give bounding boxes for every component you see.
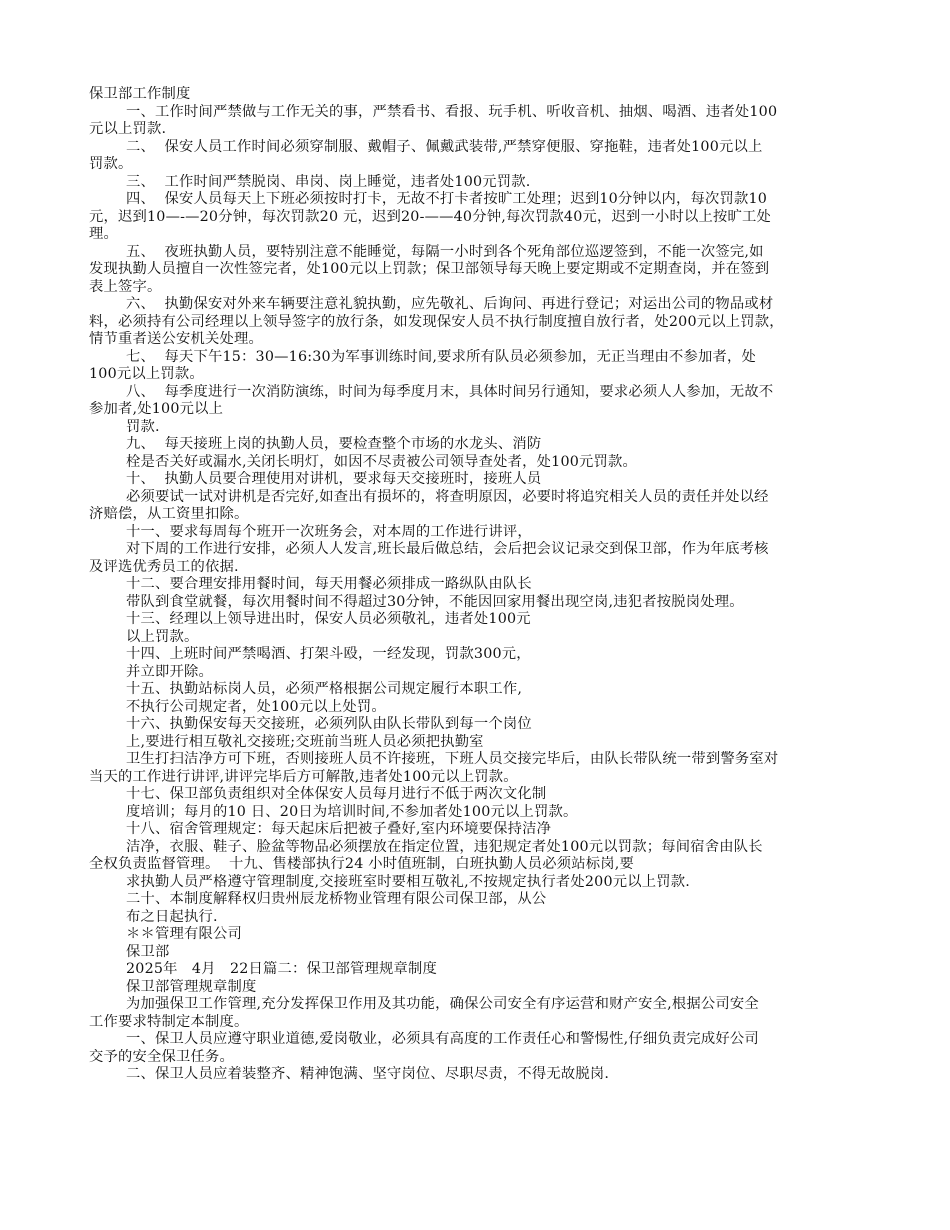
text-line: 表上签字。: [89, 278, 162, 295]
text-line: 十、 执勤人员要合理使用对讲机，要求每天交接班时，接班人员: [126, 471, 542, 487]
text-line: 为加强保卫工作管理,充分发挥保卫作用及其功能，确保公司安全有序运营和财产安全,根据公司安全: [126, 996, 759, 1012]
text-line: 理。: [89, 226, 118, 242]
text-line: 济赔偿，从工资里扣除。: [89, 506, 249, 522]
text-line: 卫生打扫洁净方可下班，否则接班人员不许接班，下班人员交接完毕后，由队长带队统一带到警务室对: [126, 751, 779, 767]
text-line: 求执勤人员严格遵守管理制度,交接班室时要相互敬礼,不按规定执行者处200元以上罚款.: [126, 873, 691, 890]
text-line: 度培训；每月的10 日、20日为培训时间,不参加者处100元以上罚款。: [126, 803, 578, 820]
text-line: 十五、执勤站标岗人员，必须严格根据公司规定履行本职工作,: [126, 681, 523, 697]
text-line: 带队到食堂就餐，每次用餐时间不得超过30分钟，不能因回家用餐出现空岗,违犯者按脱岗处理。: [126, 593, 744, 610]
text-line: 十四、上班时间严禁喝酒、打架斗殴，一经发现，罚款300元，: [126, 646, 531, 662]
text-line: 罚款.: [126, 418, 160, 435]
text-line: 十八、宿舍管理规定：每天起床后把被子叠好,室内环境要保持洁净: [126, 821, 552, 837]
text-line: 及评选优秀员工的依据.: [89, 558, 239, 575]
text-line: 上,要进行相互敬礼交接班;交班前当班人员必须把执勤室: [126, 733, 484, 750]
text-line: 一、保卫人员应遵守职业道德,爱岗敬业，必须具有高度的工作责任心和警惕性,仔细负责完成好公司: [126, 1031, 759, 1047]
text-line: 保卫部工作制度: [89, 86, 191, 102]
text-line: ＊＊管理有限公司: [126, 926, 242, 942]
text-line: 不执行公司规定者，处100元以上处罚。: [126, 698, 386, 715]
text-line: 参加者,处100元以上: [89, 401, 224, 417]
text-line: 洁净，衣服、鞋子、脸盆等物品必须摆放在指定位置，违犯规定者处100元以罚款；每间宿舍由队长: [126, 838, 763, 855]
text-line: 五、 夜班执勤人员，要特别注意不能睡觉，每隔一小时到各个死角部位巡逻签到，不能一次签完,如: [126, 243, 764, 260]
text-line: 并立即开除。: [126, 663, 213, 680]
text-line: 保卫部管理规章制度: [126, 978, 257, 995]
text-line: 二十、本制度解释权归贵州辰龙桥物业管理有限公司保卫部，从公: [126, 891, 547, 907]
text-line: 对下周的工作进行安排，必须人人发言,班长最后做总结，会后把会议记录交到保卫部，作为年底考核: [126, 541, 769, 557]
text-line: 工作要求特制定本制度。: [89, 1013, 249, 1030]
text-line: 必须要试一试对讲机是否完好,如查出有损坏的，将查明原因，必要时将追究相关人员的责任并处以经: [126, 488, 769, 505]
text-line: 栓是否关好或漏水,关闭长明灯，如因不尽责被公司领导查处者，处100元罚款。: [126, 453, 638, 470]
text-line: 情节重者送公安机关处理。: [89, 331, 263, 347]
text-line: 布之日起执行.: [126, 908, 218, 925]
text-line: 元以上罚款.: [89, 121, 167, 137]
text-line: 交予的安全保卫任务。: [89, 1048, 234, 1065]
text-line: 保卫部: [126, 943, 170, 960]
text-line: 元，迟到10—-—20分钟，每次罚款20 元，迟到20-——40分钟,每次罚款40元，迟到一小时以上按旷工处: [89, 208, 771, 225]
text-line: 三、 工作时间严禁脱岗、串岗、岗上睡觉，违者处100元罚款.: [126, 173, 531, 190]
text-line: 十三、经理以上领导进出时，保安人员必须敬礼，违者处100元: [126, 611, 531, 627]
text-line: 料，必须持有公司经理以上领导签字的放行条，如发现保安人员不执行制度擅自放行者，处200元以上罚款，: [89, 313, 784, 330]
text-line: 六、 执勤保安对外来车辆要注意礼貌执勤，应先敬礼、后询问、再进行登记；对运出公司的物品或材: [126, 296, 774, 312]
text-line: 当天的工作进行讲评,讲评完毕后方可解散,违者处100元以上罚款。: [89, 768, 518, 785]
text-line: 二、 保安人员工作时间必须穿制服、戴帽子、佩戴武装带,严禁穿便服、穿拖鞋，违者处100元以上: [126, 138, 763, 155]
text-line: 七、 每天下午15：30—16:30为军事训练时间,要求所有队员必须参加，无正当理由不参加者，处: [126, 348, 756, 365]
text-line: 十一、要求每周每个班开一次班务会，对本周的工作进行讲评，: [126, 523, 532, 540]
text-line: 十七、保卫部负责组织对全体保安人员每月进行不低于两次文化制: [126, 786, 547, 802]
text-line: 二、保卫人员应着装整齐、精神饱满、坚守岗位、尽职尽责，不得无故脱岗.: [126, 1066, 610, 1082]
text-line: 全权负责监督管理。 十九、售楼部执行24 小时值班制，白班执勤人员必须站标岗,要: [89, 856, 634, 872]
text-line: 九、 每天接班上岗的执勤人员，要检查整个市场的水龙头、消防: [126, 436, 542, 452]
text-line: 罚款。: [89, 156, 133, 172]
text-line: 以上罚款。: [126, 628, 199, 645]
text-line: 十二、要合理安排用餐时间，每天用餐必须排成一路纵队由队长: [126, 576, 532, 592]
text-line: 100元以上罚款。: [89, 366, 204, 382]
text-line: 四、 保安人员每天上下班必须按时打卡，无故不打卡者按旷工处理；迟到10分钟以内，每次罚款10: [126, 191, 768, 207]
text-line: 一、工作时间严禁做与工作无关的事，严禁看书、看报、玩手机、听收音机、抽烟、喝酒、违者处100: [126, 103, 778, 120]
text-line: 发现执勤人员擅自一次性签完者，处100元以上罚款；保卫部领导每天晚上要定期或不定期查岗，并在签到: [89, 261, 770, 277]
text-line: 十六、执勤保安每天交接班，必须列队由队长带队到每一个岗位: [126, 716, 532, 732]
text-line: 2025年 4月 22日篇二：保卫部管理规章制度: [126, 961, 437, 977]
text-line: 八、 每季度进行一次消防演练，时间为每季度月末，具体时间另行通知，要求必须人人参加，无故不: [126, 383, 774, 400]
document-body: [89, 86, 864, 1084]
